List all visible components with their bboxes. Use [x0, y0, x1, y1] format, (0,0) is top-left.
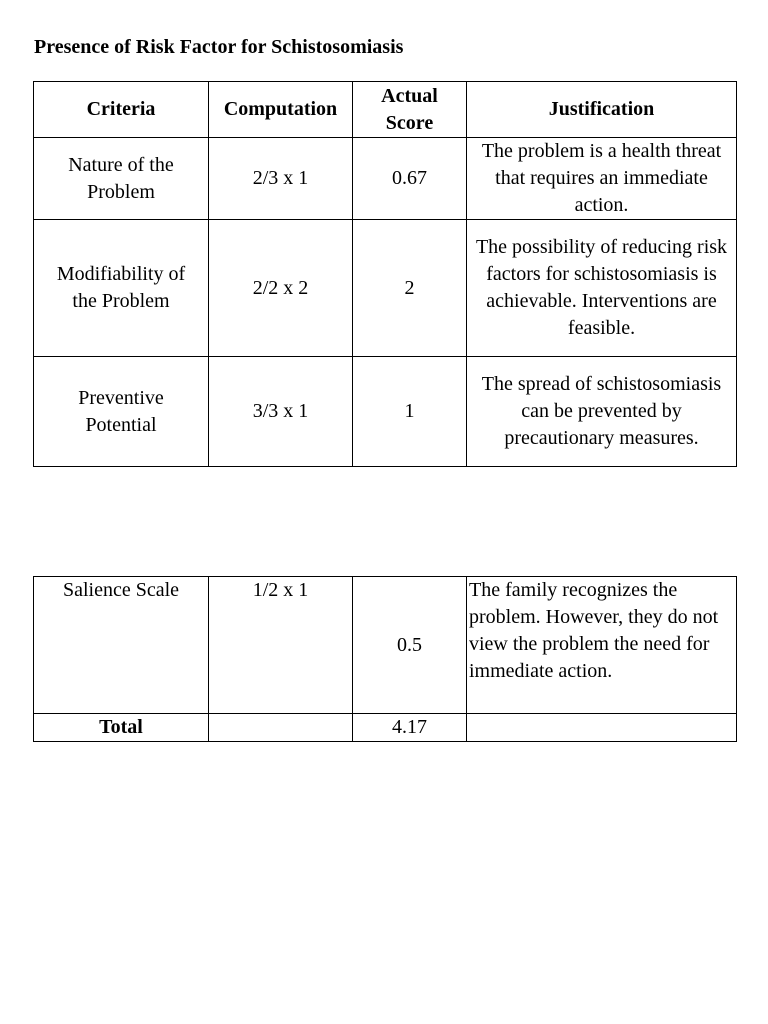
header-criteria: Criteria: [34, 82, 209, 138]
header-row: [34, 82, 737, 138]
header-actual-score-line2: Score: [385, 111, 434, 134]
computation-cell: 2/3 x 1: [209, 138, 353, 220]
justification-cell: The possibility of reducing risk factors for schistosomiasis is achievable. Interventions are feasible.: [467, 220, 737, 357]
justification-cell: The spread of schistosomiasis can be prevented by precautionary measures.: [467, 357, 737, 467]
risk-factor-table: [33, 81, 737, 467]
justification-cell: The family recognizes the problem. However, they do not view the problem the need for immediate action.: [467, 577, 737, 714]
table-row: [34, 220, 737, 357]
header-computation: Computation: [209, 82, 353, 138]
salience-table: [33, 576, 737, 742]
criteria-line2: Potential: [85, 413, 157, 436]
criteria-cell: [34, 138, 209, 220]
justification-cell: The problem is a health threat that requires an immediate action.: [467, 138, 737, 220]
table-row: [34, 577, 737, 714]
score-cell: 2: [353, 220, 467, 357]
computation-cell: 2/2 x 2: [209, 220, 353, 357]
header-actual-score-line1: Actual: [381, 84, 438, 107]
score-cell: 0.5: [353, 577, 467, 714]
page-title: Presence of Risk Factor for Schistosomiasis: [34, 36, 404, 58]
computation-cell: 1/2 x 1: [209, 577, 353, 714]
criteria-cell: Salience Scale: [34, 577, 209, 714]
computation-cell: 3/3 x 1: [209, 357, 353, 467]
criteria-line1: Preventive: [78, 386, 164, 409]
criteria-line2: the Problem: [72, 290, 170, 312]
score-cell: 1: [353, 357, 467, 467]
total-score: 4.17: [353, 714, 467, 742]
criteria-line1: Nature of the: [68, 153, 174, 176]
total-row: [34, 714, 737, 742]
header-justification: Justification: [467, 82, 737, 138]
total-justification-cell: [467, 714, 737, 742]
criteria-line1: Modifiability of: [56, 263, 186, 285]
total-computation-cell: [209, 714, 353, 742]
header-actual-score: [353, 82, 467, 138]
criteria-cell: [34, 220, 209, 357]
criteria-cell: [34, 357, 209, 467]
total-label: Total: [34, 714, 209, 742]
table-row: [34, 357, 737, 467]
criteria-line2: Problem: [87, 180, 155, 203]
score-cell: 0.67: [353, 138, 467, 220]
table-row: [34, 138, 737, 220]
